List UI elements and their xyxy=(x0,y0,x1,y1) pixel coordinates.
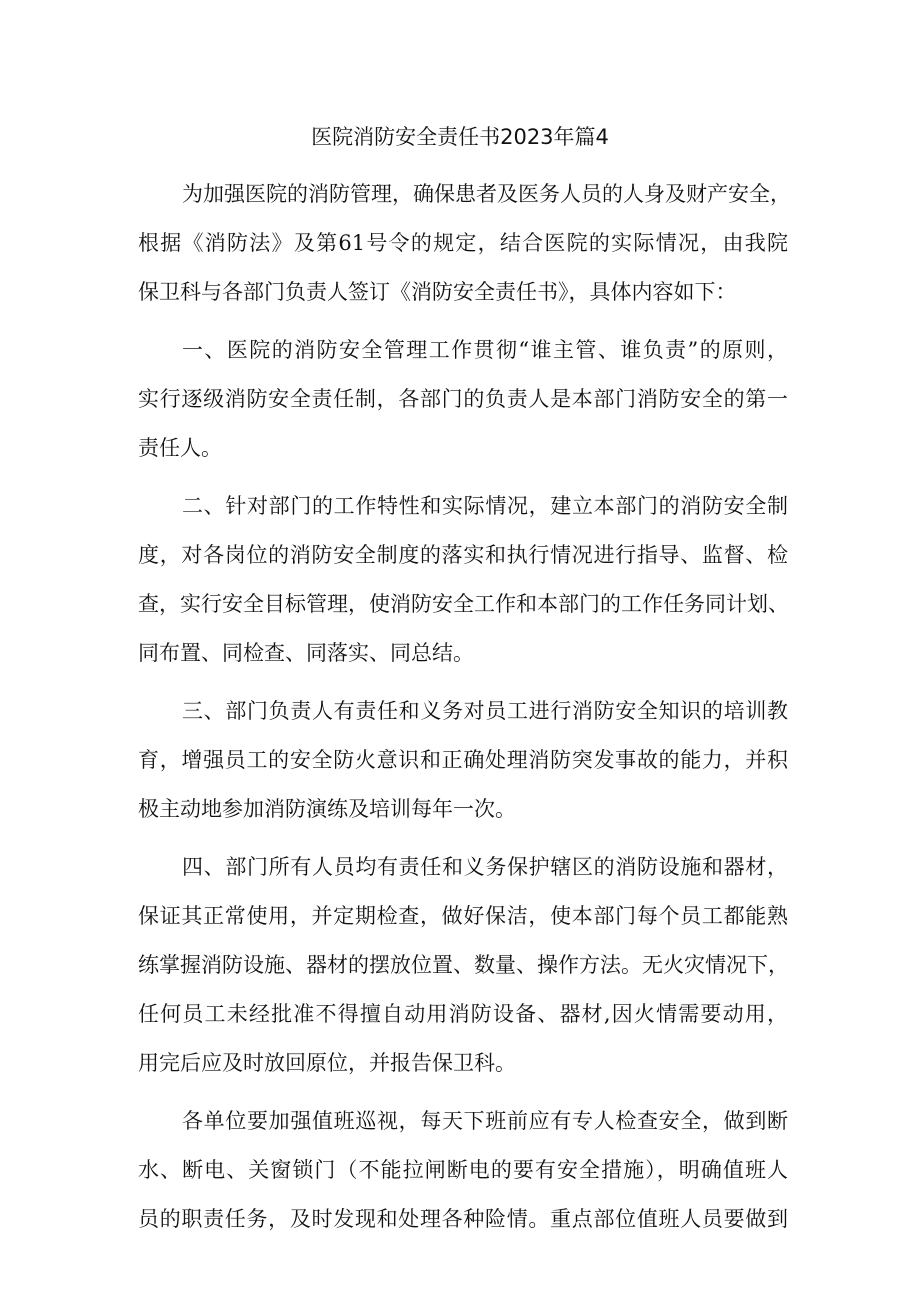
paragraph-duty-patrol xyxy=(138,1097,788,1244)
paragraph-line: 极主动地参加消防演练及培训每年一次。 xyxy=(138,797,516,821)
paragraph-line: 练掌握消防设施、器材的摆放位置、数量、操作方法。无火灾情况下， xyxy=(138,953,789,977)
paragraph-intro xyxy=(138,170,791,317)
paragraph-line: 员的职责任务，及时发现和处理各种险情。重点部位值班人员要做到 xyxy=(138,1207,788,1231)
paragraph-line: 保卫科与各部门负责人签订《消防安全责任书》，具体内容如下： xyxy=(138,280,737,304)
paragraph-line: 三、部门负责人有责任和义务对员工进行消防安全知识的培训教 xyxy=(182,699,788,723)
paragraph-line: 实行逐级消防安全责任制，各部门的负责人是本部门消防安全的第一 xyxy=(138,387,788,411)
paragraph-line: 查，实行安全目标管理，使消防安全工作和本部门的工作任务同计划、 xyxy=(138,592,789,616)
paragraph-line: 为加强医院的消防管理，确保患者及医务人员的人身及财产安全， xyxy=(182,182,791,206)
document-title: 医院消防安全责任书2023年篇4 xyxy=(311,125,609,149)
paragraph-line: 责任人。 xyxy=(138,436,222,460)
paragraph-line: 保证其正常使用，并定期检查，做好保洁，使本部门每个员工都能熟 xyxy=(138,904,788,928)
paragraph-line: 任何员工未经批准不得擅自动用消防设备、器材,因火情需要动用， xyxy=(138,1002,788,1026)
paragraph-line: 根据《消防法》及第61号令的规定，结合医院的实际情况，由我院 xyxy=(138,231,788,255)
paragraph-line: 度，对各岗位的消防安全制度的落实和执行情况进行指导、监督、检 xyxy=(138,543,788,567)
paragraph-line: 四、部门所有人员均有责任和义务保护辖区的消防设施和器材， xyxy=(182,855,788,879)
paragraph-line: 水、断电、关窗锁门（不能拉闸断电的要有安全措施），明确值班人 xyxy=(138,1158,788,1182)
paragraph-line: 同布置、同检查、同落实、同总结。 xyxy=(138,641,474,665)
paragraph-line: 育，增强员工的安全防火意识和正确处理消防突发事故的能力，并积 xyxy=(138,748,788,772)
paragraph-item-3 xyxy=(138,687,788,834)
paragraph-item-4 xyxy=(138,843,788,1088)
paragraph-item-1 xyxy=(138,326,788,473)
paragraph-item-2 xyxy=(138,482,788,678)
paragraph-line: 二、针对部门的工作特性和实际情况，建立本部门的消防安全制 xyxy=(182,494,788,518)
paragraph-line: 用完后应及时放回原位，并报告保卫科。 xyxy=(138,1051,516,1075)
paragraph-line: 一、医院的消防安全管理工作贯彻“谁主管、谁负责”的原则， xyxy=(182,338,788,362)
document-body xyxy=(138,170,791,1244)
paragraph-line: 各单位要加强值班巡视，每天下班前应有专人检查安全，做到断 xyxy=(182,1109,788,1133)
